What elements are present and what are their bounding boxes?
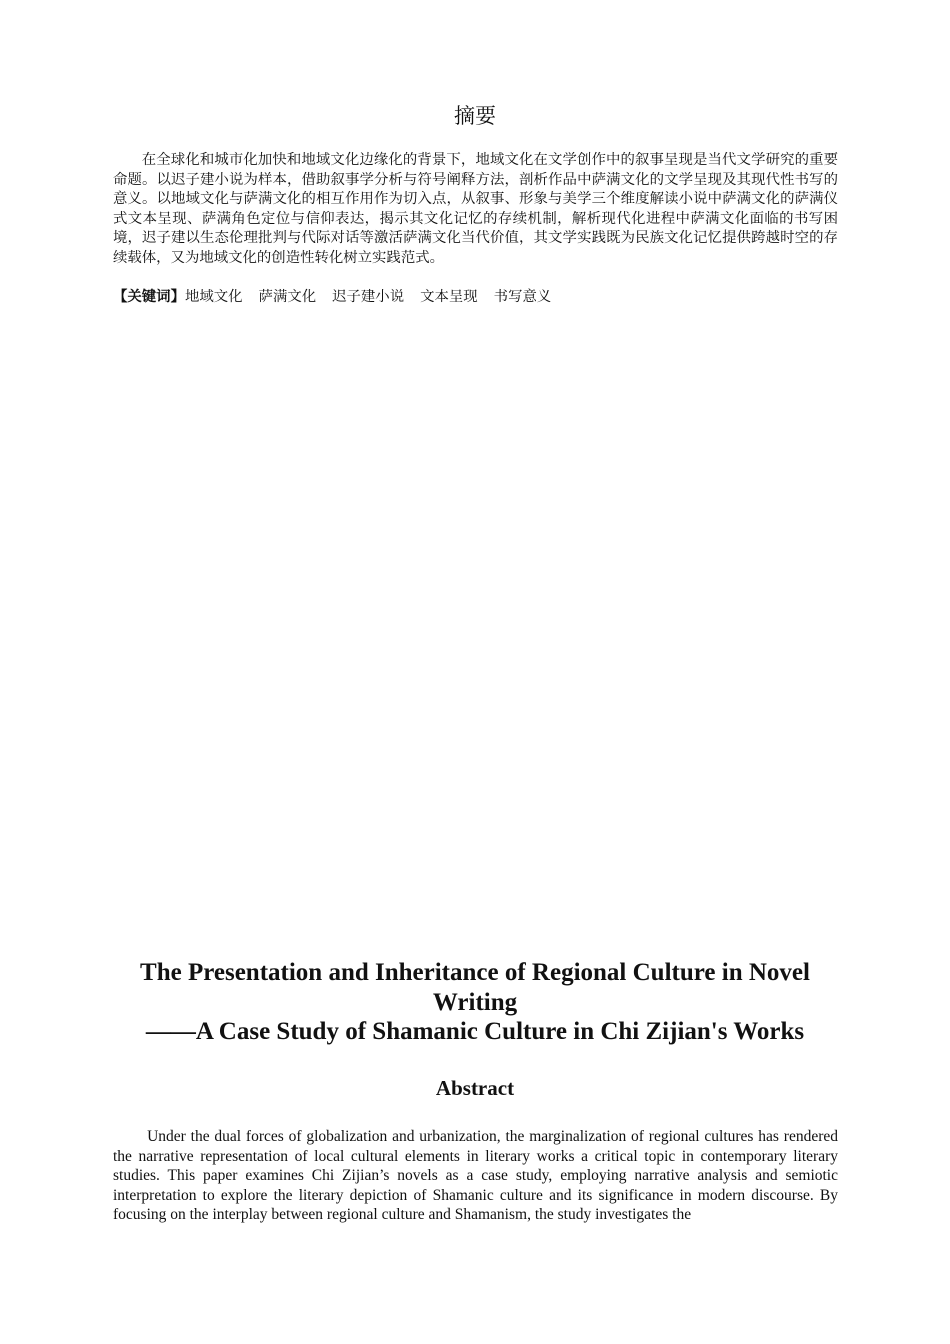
english-title-line-1: The Presentation and Inheritance of Regional Culture in Novel — [140, 959, 810, 986]
english-paper-title — [100, 958, 850, 1018]
keyword-item: 书写意义 — [493, 289, 552, 305]
keyword-item: 地域文化 — [184, 289, 243, 305]
keyword-item: 文本呈现 — [420, 289, 478, 305]
chinese-keywords — [113, 287, 838, 307]
english-abstract-heading: Abstract — [435, 1076, 515, 1100]
keyword-item: 萨满文化 — [258, 289, 317, 305]
english-title-line-2: Writing — [432, 989, 518, 1016]
english-abstract-body: Under the dual forces of globalization and urbanization, the marginalization of regional cultures has rendered the narrative representation of local cultural elements in literary works a critical topic in contemporary literary studies. This paper examines Chi Zijian’s novels as a case study, employing narrative analysis and semiotic interpretation to explore the literary depiction of Shamanic culture and its significance in modern discourse. By focusing on the interplay between regional culture and Shamanism, the study investigates the — [113, 1128, 838, 1224]
chinese-abstract-title: 摘要 — [454, 104, 496, 128]
keyword-item: 迟子建小说 — [332, 289, 405, 305]
keywords-label: 【关键词】 — [113, 289, 185, 305]
chinese-abstract-body: 在全球化和城市化加快和地域文化边缘化的背景下，地域文化在文学创作中的叙事呈现是当代文学研究的重要命题。以迟子建小说为样本，借助叙事学分析与符号阐释方法，剖析作品中萨满文化的文学呈现及其现代性书写的意义。以地域文化与萨满文化的相互作用作为切入点，从叙事、形象与美学三个维度解读小说中萨满文化的萨满仪式文本呈现、萨满角色定位与信仰表达，揭示其文化记忆的存续机制，解析现代化进程中萨满文化面临的书写困境，迟子建以生态伦理批判与代际对话等激活萨满文化当代价值，其文学实践既为民族文化记忆提供跨越时空的存续载体，又为地域文化的创造性转化树立实践范式。 — [113, 152, 838, 266]
english-paper-subtitle: ——A Case Study of Shamanic Culture in Chi Zijian's Works — [145, 1018, 805, 1045]
